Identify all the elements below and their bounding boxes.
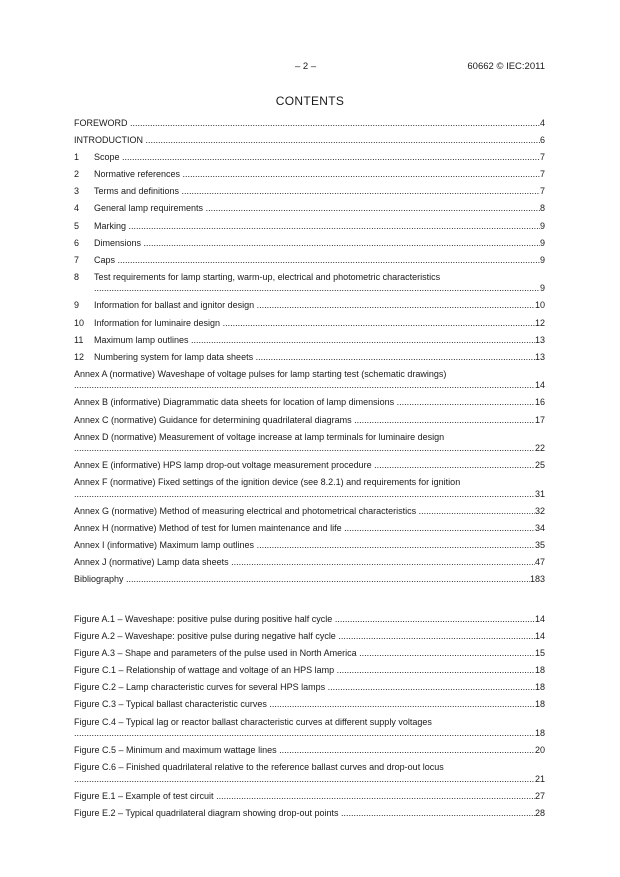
toc-entry-title: Terms and definitions ..... [94,186,540,198]
toc-entry-number: 12 [74,351,85,362]
toc-entry-number: 10 [74,317,85,328]
toc-entry[interactable] [74,352,545,364]
toc-entry-title: Figure C.5 – Minimum and maximum wattage lines ..... [74,745,535,757]
toc-entry-title: Scope ..... [94,152,540,164]
toc-entry[interactable] [74,369,545,392]
toc-entry-page: 20 [534,745,545,756]
toc-entry-page: 32 [534,505,545,516]
toc-entry[interactable] [74,574,545,586]
toc-entry[interactable] [74,300,545,312]
toc-entry-title: Annex H (normative) Method of test for lumen maintenance and life ..... [74,523,535,535]
toc-entry-page: 13 [534,351,545,362]
figure-list [74,614,545,825]
toc-entry-title: Figure C.6 – Finished quadrilateral relative to the reference ballast curves and drop-out locus ..... [74,762,535,785]
figure-entry[interactable] [74,614,545,626]
toc-entry-page: 6 [539,135,545,146]
toc-entry-page: 183 [529,574,545,585]
toc-entry-number: 3 [74,186,80,197]
toc-entry[interactable] [74,118,545,130]
toc-entry-page: 17 [534,414,545,425]
toc-entry-title: Annex C (normative) Guidance for determining quadrilateral diagrams ..... [74,415,535,427]
figure-entry[interactable] [74,762,545,785]
toc-entry-number: 9 [74,300,80,311]
toc-entry[interactable] [74,540,545,552]
toc-entry-title: Annex F (normative) Fixed settings of the ignition device (see 8.2.1) and requirements for ignition ..... [74,477,535,500]
toc-entry-title: Dimensions ..... [94,238,540,250]
toc-entry-page: 7 [539,169,545,180]
figure-entry[interactable] [74,648,545,660]
toc-entry-number: 8 [74,271,80,282]
figure-entry[interactable] [74,745,545,757]
toc-entry[interactable] [74,255,545,267]
figure-entry[interactable] [74,717,545,740]
toc-entry-page: 14 [534,614,545,624]
contents-title: CONTENTS [275,94,345,108]
toc-entry[interactable] [74,221,545,233]
toc-entry[interactable] [74,203,545,215]
toc-entry-title: Annex A (normative) Waveshape of voltage pulses for lamp starting test (schematic drawings) ..... [74,369,535,392]
toc-entry-page: 34 [534,522,545,533]
toc-entry-page: 47 [534,557,545,568]
toc-entry[interactable] [74,477,545,500]
toc-entry-page: 9 [539,254,545,265]
toc-entry[interactable] [74,335,545,347]
toc-entry[interactable] [74,506,545,518]
toc-entry-page: 13 [534,334,545,345]
toc-entry-page: 35 [534,540,545,551]
toc-entry-number: 7 [74,254,80,265]
toc-entry-title: Bibliography ..... [74,574,530,586]
toc-entry-title: Figure C.1 – Relationship of wattage and voltage of an HPS lamp ..... [74,665,535,677]
toc-entry-page: 7 [539,152,545,163]
toc-entry-title: FOREWORD ..... [74,118,540,130]
toc-entry-number: 5 [74,220,80,231]
figure-entry[interactable] [74,665,545,677]
toc-entry[interactable] [74,186,545,198]
toc-entry[interactable] [74,152,545,164]
toc-entry[interactable] [74,318,545,330]
toc-entry-title: Annex J (normative) Lamp data sheets ..... [74,557,535,569]
toc-list [74,118,545,591]
toc-entry-title: Figure A.2 – Waveshape: positive pulse during negative half cycle ..... [74,631,535,643]
toc-entry-title: Figure E.2 – Typical quadrilateral diagram showing drop-out points ..... [74,808,535,820]
toc-entry-title: Maximum lamp outlines ..... [94,335,535,347]
toc-entry-title: Caps ..... [94,255,540,267]
toc-entry-title: Marking ..... [94,221,540,233]
standard-reference: 60662 © IEC:2011 [467,61,545,72]
toc-entry-number: 1 [74,152,80,163]
toc-entry-number: 2 [74,169,80,180]
toc-entry-page: 9 [539,283,545,294]
toc-entry-number: 11 [74,334,84,345]
toc-entry-title: Figure A.1 – Waveshape: positive pulse during positive half cycle ..... [74,614,535,626]
toc-entry-page: 15 [534,648,545,659]
toc-entry[interactable] [74,135,545,147]
toc-entry-title: Figure E.1 – Example of test circuit ..... [74,791,535,803]
toc-entry-title: Figure C.3 – Typical ballast characteristic curves ..... [74,699,535,711]
toc-entry-title: Annex I (informative) Maximum lamp outlines ..... [74,540,535,552]
toc-entry-page: 21 [534,773,545,784]
figure-entry[interactable] [74,631,545,643]
toc-entry-page: 7 [539,186,545,197]
toc-entry-page: 31 [534,488,545,499]
toc-entry-title: Figure A.3 – Shape and parameters of the pulse used in North America ..... [74,648,535,660]
toc-entry[interactable] [74,557,545,569]
toc-entry-page: 18 [534,665,545,676]
toc-entry-page: 9 [539,220,545,231]
toc-entry-page: 18 [534,728,545,739]
toc-entry-page: 12 [534,317,545,328]
toc-entry[interactable] [74,238,545,250]
toc-entry[interactable] [74,272,545,295]
page-number: – 2 – [295,61,317,72]
toc-entry-title: Figure C.4 – Typical lag or reactor ballast characteristic curves at different supply voltages ..... [74,717,535,740]
toc-entry-title: Information for luminaire design ..... [94,318,535,330]
toc-entry-title: Numbering system for lamp data sheets ..... [94,352,535,364]
toc-entry-page: 9 [539,237,545,248]
toc-entry-title: Normative references ..... [94,169,540,181]
toc-entry[interactable] [74,460,545,472]
toc-entry-title: INTRODUCTION ..... [74,135,540,147]
toc-entry-page: 27 [534,790,545,801]
toc-entry-page: 22 [534,443,545,454]
figure-entry[interactable] [74,808,545,820]
toc-entry-title: Annex G (normative) Method of measuring electrical and photometrical characteristics ..... [74,506,535,518]
toc-entry-page: 25 [534,460,545,471]
toc-entry-title: Annex E (informative) HPS lamp drop-out voltage measurement procedure ..... [74,460,535,472]
figure-entry[interactable] [74,699,545,711]
toc-entry-title: Annex D (normative) Measurement of voltage increase at lamp terminals for luminaire design ..... [74,432,535,455]
figure-entry[interactable] [74,682,545,694]
toc-entry-page: 18 [534,682,545,693]
toc-entry-page: 28 [534,807,545,818]
toc-entry-page: 8 [539,203,545,214]
toc-entry-page: 4 [539,118,545,128]
toc-entry-title: Annex B (informative) Diagrammatic data sheets for location of lamp dimensions ..... [74,397,535,409]
toc-entry[interactable] [74,397,545,409]
figure-entry[interactable] [74,791,545,803]
toc-entry-page: 14 [534,631,545,642]
toc-entry-number: 6 [74,237,80,248]
toc-entry-title: Information for ballast and ignitor design ..... [94,300,535,312]
toc-entry-page: 14 [534,380,545,391]
toc-entry[interactable] [74,432,545,455]
toc-entry[interactable] [74,415,545,427]
toc-entry-title: Figure C.2 – Lamp characteristic curves for several HPS lamps ..... [74,682,535,694]
toc-entry[interactable] [74,523,545,535]
toc-entry-title: General lamp requirements ..... [94,203,540,215]
toc-entry-page: 16 [534,397,545,408]
toc-entry-number: 4 [74,203,80,214]
toc-entry[interactable] [74,169,545,181]
toc-entry-title: Test requirements for lamp starting, warm-up, electrical and photometric characteristics ..... [94,272,540,295]
toc-entry-page: 18 [534,699,545,710]
toc-entry-page: 10 [534,300,545,311]
